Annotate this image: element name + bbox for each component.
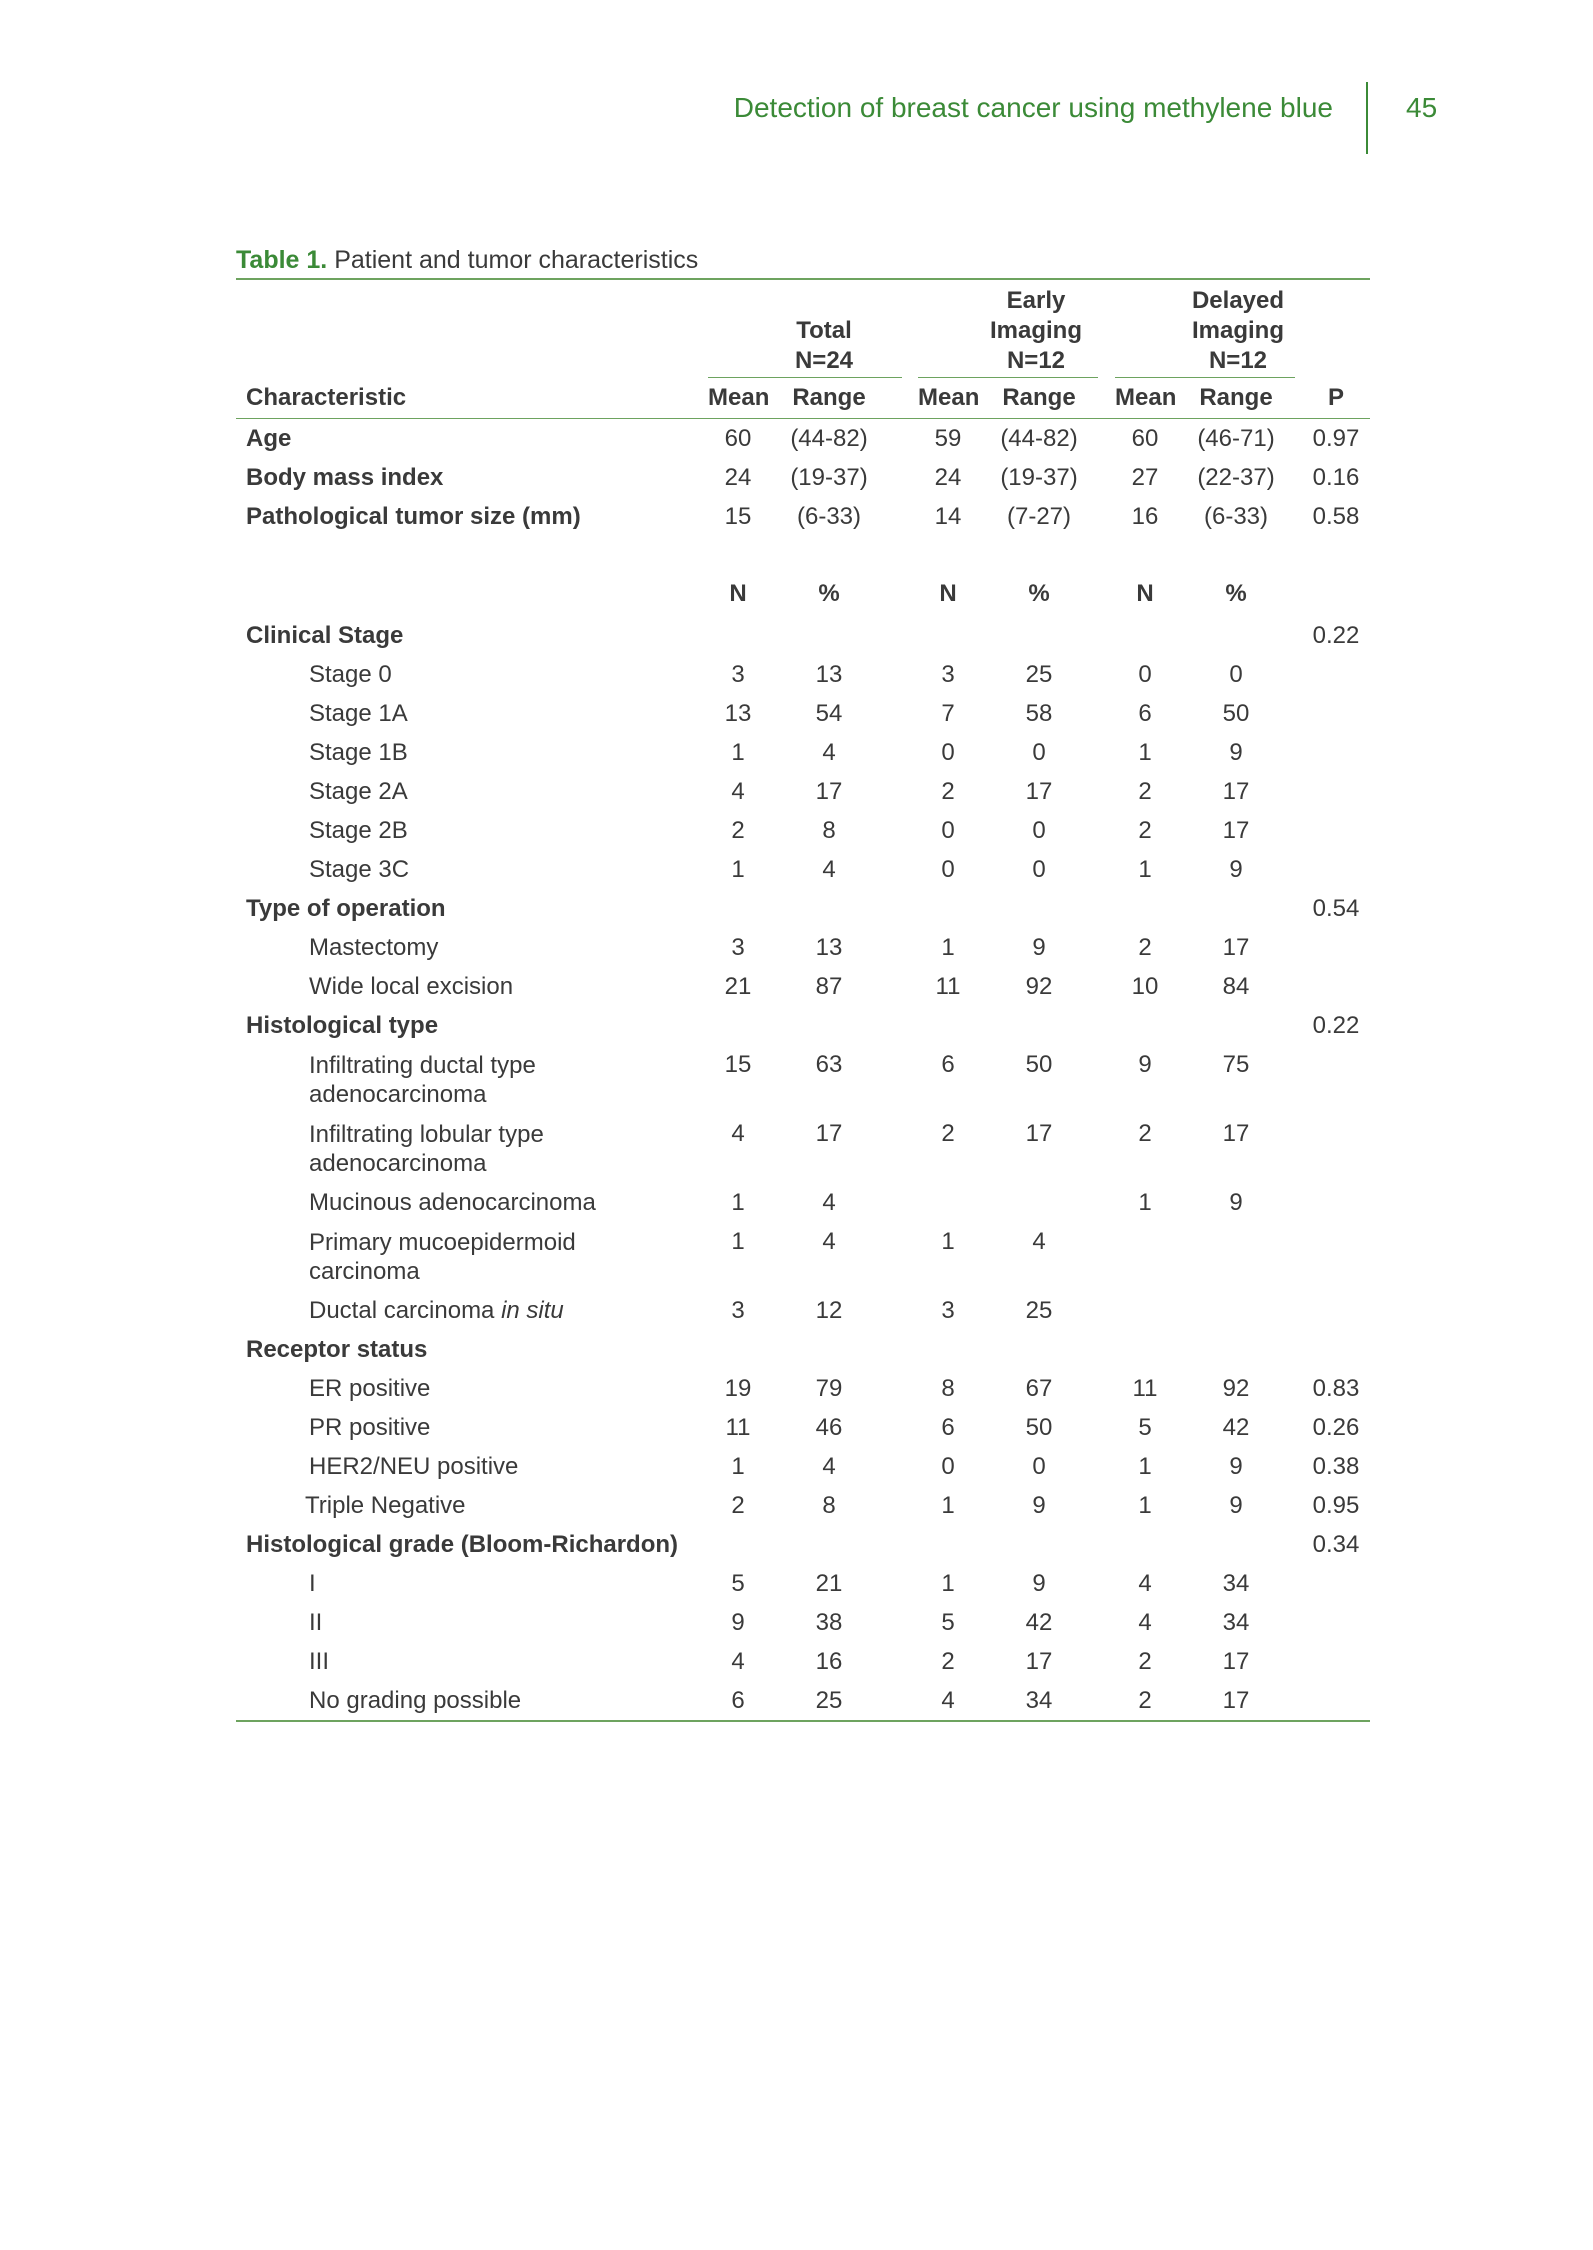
row-label-italic: in situ [501,1297,564,1324]
table-cell: 2 [1138,817,1152,844]
table-cell: 1 [1138,1453,1152,1480]
section-p-value: 0.22 [1312,622,1360,649]
table-row [236,772,1370,811]
section-title: Receptor status [246,1336,428,1363]
table-cell: 17 [1222,1687,1250,1714]
table-cell: 50 [1025,1414,1053,1441]
table-cell: 3 [731,1297,745,1324]
table-cell: 1 [941,1570,955,1597]
row-label: Age [246,425,292,452]
table-cell: 5 [941,1609,955,1636]
table-bottom-rule [236,1720,1370,1722]
table-cell: 8 [941,1375,955,1402]
col-head-pct: % [818,580,840,607]
table-cell: 9 [1229,856,1243,883]
table-cell: 2 [731,1492,745,1519]
section-title: Type of operation [246,895,446,922]
table-cell: (6-33) [1203,503,1269,530]
table-cell: 1 [731,856,745,883]
table-cell: 1 [1138,856,1152,883]
col-head-n: N [939,580,957,607]
group-head-total-line: N=24 [794,347,854,374]
table-cell: 3 [731,934,745,961]
table-cell: 34 [1222,1609,1250,1636]
table-cell: (6-33) [796,503,862,530]
table-cell: 84 [1222,973,1250,1000]
col-head-range: Range [792,384,866,411]
table-row [236,1045,1370,1114]
table-cell: 9 [1138,1051,1152,1078]
table-caption [236,246,698,275]
table-row [236,1114,1370,1183]
table-cell: 6 [941,1414,955,1441]
table-row [236,694,1370,733]
table-row [236,928,1370,967]
table-cell: 9 [731,1609,745,1636]
table-cell: 6 [941,1051,955,1078]
table-cell: 0.97 [1312,425,1360,452]
row-label: Mastectomy [309,934,439,961]
table-cell: 15 [724,503,752,530]
table-cell: 6 [1138,700,1152,727]
row-label: Stage 2A [309,778,408,805]
table-cell: 50 [1222,700,1250,727]
col-head-n: N [1136,580,1154,607]
table-cell: 4 [822,1189,836,1216]
table-cell: 54 [815,700,843,727]
row-label: HER2/NEU positive [309,1453,519,1480]
table-row [236,1642,1370,1681]
table-cell: 4 [822,1453,836,1480]
table-cell: 0.58 [1312,503,1360,530]
table-cell: 0.38 [1312,1453,1360,1480]
table-cell: 60 [724,425,752,452]
table-row [236,1447,1370,1486]
table-cell: 2 [731,817,745,844]
table-cell: 1 [941,1492,955,1519]
table-cell: 0.26 [1312,1414,1360,1441]
group-head-total-line: Total [796,317,852,344]
table-cell: 1 [731,1453,745,1480]
table-row [236,497,1370,536]
row-label: Ductal carcinoma in situ [309,1297,564,1324]
group-header-row [236,280,1370,378]
row-label: ER positive [309,1375,431,1402]
table-cell: 11 [1132,1375,1158,1402]
table-cell: 9 [1229,1453,1243,1480]
table-cell: 1 [941,1228,955,1255]
table-cell: 0 [941,1453,955,1480]
table-cell: 4 [822,739,836,766]
table-cell: 3 [941,1297,955,1324]
table-cell: 3 [731,661,745,688]
table-cell: 17 [1222,934,1250,961]
table-cell: 24 [724,464,752,491]
section-p-value: 0.22 [1312,1012,1360,1039]
row-label: PR positive [309,1414,431,1441]
table-cell: 17 [1025,1120,1053,1147]
table-cell: 9 [1032,1570,1046,1597]
table-cell: 7 [941,700,955,727]
table-cell: 67 [1025,1375,1053,1402]
row-label: No grading possible [309,1687,522,1714]
table-cell: 60 [1131,425,1159,452]
page-number: 45 [1406,92,1438,123]
row-label: Stage 1B [309,739,408,766]
table-cell: 42 [1025,1609,1053,1636]
table-cell: 0 [1032,1453,1046,1480]
table-cell: 1 [941,934,955,961]
table-cell: 0 [1032,856,1046,883]
col-head-range: Range [1002,384,1076,411]
col-head-p: P [1327,384,1344,411]
table-cell: 75 [1222,1051,1250,1078]
table-cell: 59 [934,425,962,452]
table-cell: 0 [941,817,955,844]
group-head-delayed [1173,286,1303,376]
table-cell: 0 [941,856,955,883]
table-caption-label: Table 1. [236,246,328,274]
section-header-row [236,616,1370,655]
table-cell: 4 [731,1648,745,1675]
running-head: Detection of breast cancer using methylene blue [733,92,1333,123]
table-cell: 17 [1222,817,1250,844]
table-cell: 25 [815,1687,843,1714]
table-cell: 9 [1229,739,1243,766]
section-header-row [236,1525,1370,1564]
table-cell: 9 [1229,1492,1243,1519]
table-cell: 4 [731,778,745,805]
col-head-pct: % [1225,580,1247,607]
group-head-delayed-line: N=12 [1208,347,1268,374]
table-cell: 15 [724,1051,752,1078]
table-cell: 4 [1138,1609,1152,1636]
table-cell: 21 [724,973,752,1000]
section-header-row [236,1006,1370,1045]
table-row [236,1564,1370,1603]
table-cell: 46 [815,1414,843,1441]
group-head-early-line: Early [1006,287,1066,314]
section-title: Clinical Stage [246,622,404,649]
table-cell: 1 [1138,1189,1152,1216]
table-cell: 27 [1131,464,1159,491]
spacer [236,536,1370,566]
row-label: Stage 0 [309,661,392,688]
table-cell: 2 [941,778,955,805]
table-cell: 4 [1138,1570,1152,1597]
section-p-value: 0.54 [1312,895,1360,922]
table-cell: 0.95 [1312,1492,1360,1519]
table-cell: 1 [1138,1492,1152,1519]
col-head-characteristic: Characteristic [246,384,407,411]
table-cell: 17 [1025,1648,1053,1675]
continuous-rows [236,419,1370,536]
table-cell: 0 [1138,661,1152,688]
table-cell: 19 [724,1375,752,1402]
row-label: I [309,1570,316,1597]
table-row [236,1291,1370,1330]
section-p-value: 0.34 [1312,1531,1360,1558]
table-cell: (44-82) [1000,425,1078,452]
table-row [236,1486,1370,1525]
table-cell: 11 [935,973,961,1000]
table-row [236,1369,1370,1408]
row-label: Wide local excision [309,973,514,1000]
table-cell: 5 [731,1570,745,1597]
table-cell: 8 [822,1492,836,1519]
col-head-mean: Mean [918,384,980,411]
table-cell: 1 [731,739,745,766]
table-row [236,419,1370,458]
group-head-early [981,286,1091,376]
row-label: Stage 2B [309,817,408,844]
table-cell: 16 [815,1648,843,1675]
table-cell: 17 [1222,1648,1250,1675]
table-cell: 9 [1032,934,1046,961]
table-cell: 8 [822,817,836,844]
table-cell: 9 [1229,1189,1243,1216]
table-cell: (22-37) [1197,464,1275,491]
table-cell: 25 [1025,661,1053,688]
table-cell: 4 [941,1687,955,1714]
table-cell: 1 [731,1228,745,1255]
row-label: Triple Negative [305,1492,466,1519]
table-cell: 4 [822,1228,836,1255]
table-row [236,1183,1370,1222]
group-head-total [774,316,874,376]
table-row [236,967,1370,1006]
row-label: Primary mucoepidermoid carcinoma [309,1229,576,1285]
table-cell: 58 [1025,700,1053,727]
table-cell: 1 [731,1189,745,1216]
group-head-delayed-line: Delayed [1191,287,1285,314]
table-row [236,850,1370,889]
table-cell: 9 [1032,1492,1046,1519]
table-cell: 42 [1222,1414,1250,1441]
table-cell: 4 [822,856,836,883]
table-cell: 17 [1222,778,1250,805]
table-cell: 50 [1025,1051,1053,1078]
table-cell: 92 [1222,1375,1250,1402]
table-cell: 0.16 [1312,464,1360,491]
table-cell: 13 [815,661,843,688]
categorical-rows [236,616,1370,1720]
table-cell: 25 [1025,1297,1053,1324]
table-cell: (7-27) [1006,503,1072,530]
table-cell: 21 [815,1570,843,1597]
table-row [236,1222,1370,1291]
col-head-range: Range [1199,384,1273,411]
table-cell: 87 [815,973,843,1000]
group-head-early-line: Imaging [989,317,1082,344]
table-row [236,1408,1370,1447]
table-cell: 14 [934,503,962,530]
table-cell: 2 [1138,1120,1152,1147]
table-cell: 17 [1222,1120,1250,1147]
table-cell: 0.83 [1312,1375,1360,1402]
table-cell: 0 [1032,739,1046,766]
row-label: Mucinous adenocarcinoma [309,1189,596,1216]
table-cell: 4 [731,1120,745,1147]
table-cell: 17 [815,778,843,805]
table-cell: 16 [1131,503,1159,530]
row-label: III [309,1648,330,1675]
row-label: Infiltrating ductal type adenocarcinoma [309,1052,536,1108]
table-row [236,655,1370,694]
table-cell: 34 [1222,1570,1250,1597]
group-head-delayed-line: Imaging [1191,317,1284,344]
table-cell: 38 [815,1609,843,1636]
table-cell: 12 [815,1297,843,1324]
table-cell: 92 [1025,973,1053,1000]
table-cell: (19-37) [790,464,868,491]
table-cell: 2 [941,1120,955,1147]
table-row [236,811,1370,850]
table-cell: 2 [1138,1648,1152,1675]
table-cell: 13 [815,934,843,961]
row-label: II [309,1609,323,1636]
table-cell: 2 [941,1648,955,1675]
col-head-pct: % [1028,580,1050,607]
table-cell: 6 [731,1687,745,1714]
table-cell: 0 [941,739,955,766]
section-header-row [236,889,1370,928]
section-header-row [236,1330,1370,1369]
table-cell: 10 [1131,973,1159,1000]
header-divider [1366,82,1368,154]
table-cell: 4 [1032,1228,1046,1255]
table-cell: (44-82) [790,425,868,452]
table-cell: 0 [1032,817,1046,844]
table-row [236,1603,1370,1642]
table-row [236,458,1370,497]
col-head-mean: Mean [708,384,770,411]
table-cell: 24 [934,464,962,491]
table-cell: 3 [941,661,955,688]
table-cell: 1 [1138,739,1152,766]
table-cell: 17 [1025,778,1053,805]
section-title: Histological grade (Bloom-Richardon) [246,1531,679,1558]
table-cell: (46-71) [1197,425,1275,452]
row-label: Infiltrating lobular type adenocarcinoma [309,1121,544,1177]
table-cell: 11 [725,1414,751,1441]
col-head-n: N [729,580,747,607]
row-label: Pathological tumor size (mm) [246,503,581,530]
table-row [236,1681,1370,1720]
group-head-early-line: N=12 [1006,347,1066,374]
table-cell: 17 [815,1120,843,1147]
row-label: Body mass index [246,464,444,491]
table-cell: 63 [815,1051,843,1078]
section-title: Histological type [246,1012,439,1039]
table-cell: 79 [815,1375,843,1402]
table-cell: 0 [1229,661,1243,688]
characteristics-table [236,278,1370,1722]
table-cell: (19-37) [1000,464,1078,491]
column-header-row [236,378,1370,418]
row-label: Stage 3C [309,856,410,883]
table-cell: 34 [1025,1687,1053,1714]
row-label: Stage 1A [309,700,408,727]
table-caption-text: Patient and tumor characteristics [334,246,699,274]
table-cell: 2 [1138,1687,1152,1714]
table-cell: 5 [1138,1414,1152,1441]
count-header-row [236,566,1370,616]
col-head-mean: Mean [1115,384,1177,411]
table-row [236,733,1370,772]
table-cell: 2 [1138,778,1152,805]
table-cell: 13 [724,700,752,727]
table-cell: 2 [1138,934,1152,961]
